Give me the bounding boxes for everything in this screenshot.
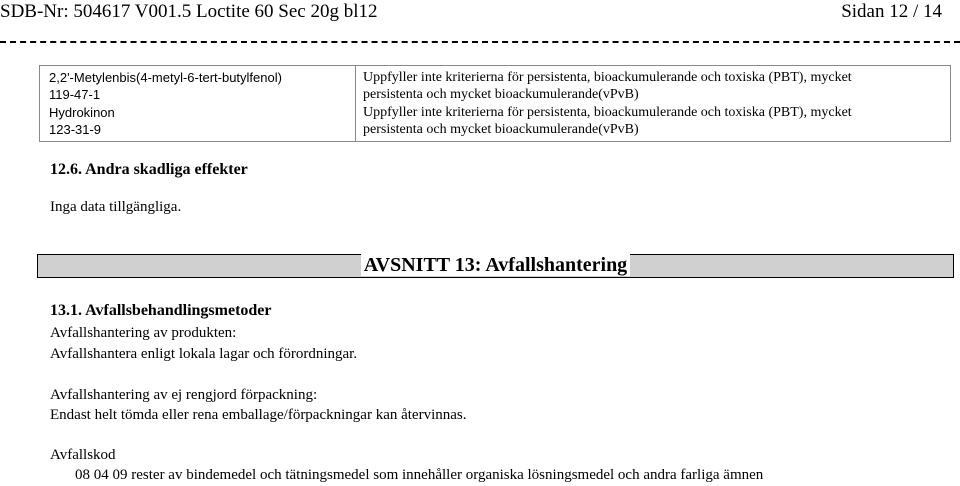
section-13-title: AVSNITT 13: Avfallshantering (361, 254, 630, 276)
table-column-divider (355, 66, 356, 141)
product-disposal-label: Avfallshantering av produkten: (50, 325, 237, 341)
section-heading-12-6: 12.6. Andra skadliga effekter (50, 161, 248, 178)
packaging-disposal-text: Endast helt tömda eller rena emballage/förpackningar kan återvinnas. (50, 407, 467, 423)
waste-code-label: Avfallskod (50, 447, 116, 463)
waste-code-text: 08 04 09 rester av bindemedel och tätningsmedel som innehåller organiska lösningsmedel och andra farliga ämnen (75, 467, 764, 483)
substance-name: 2,2'-Metylenbis(4-metyl-6-tert-butylfenol) (49, 70, 282, 85)
page-number: Sidan 12 / 14 (841, 1, 942, 22)
packaging-disposal-label: Avfallshantering av ej rengjord förpackning: (50, 387, 318, 403)
pbt-description-line: persistenta och mycket bioackumulerande(vPvB) (363, 122, 639, 137)
pbt-assessment-table (39, 65, 951, 142)
pbt-description-line: Uppfyller inte kriterierna för persistenta, bioackumulerande och toxiska (PBT), mycket (363, 105, 852, 120)
paragraph-no-data: Inga data tillgängliga. (50, 199, 182, 215)
section-13-title-bar (37, 254, 954, 278)
section-heading-13-1: 13.1. Avfallsbehandlingsmetoder (50, 302, 272, 319)
header-divider (0, 41, 960, 43)
pbt-description-line: persistenta och mycket bioackumulerande(vPvB) (363, 87, 639, 102)
pbt-description-line: Uppfyller inte kriterierna för persistenta, bioackumulerande och toxiska (PBT), mycket (363, 70, 852, 85)
substance-name: Hydrokinon (49, 105, 115, 120)
substance-cas: 123-31-9 (49, 122, 102, 137)
product-disposal-text: Avfallshantera enligt lokala lagar och förordningar. (50, 346, 358, 362)
substance-cas: 119-47-1 (49, 87, 101, 102)
document-id-header: SDB-Nr: 504617 V001.5 Loctite 60 Sec 20g bl12 (0, 1, 378, 22)
